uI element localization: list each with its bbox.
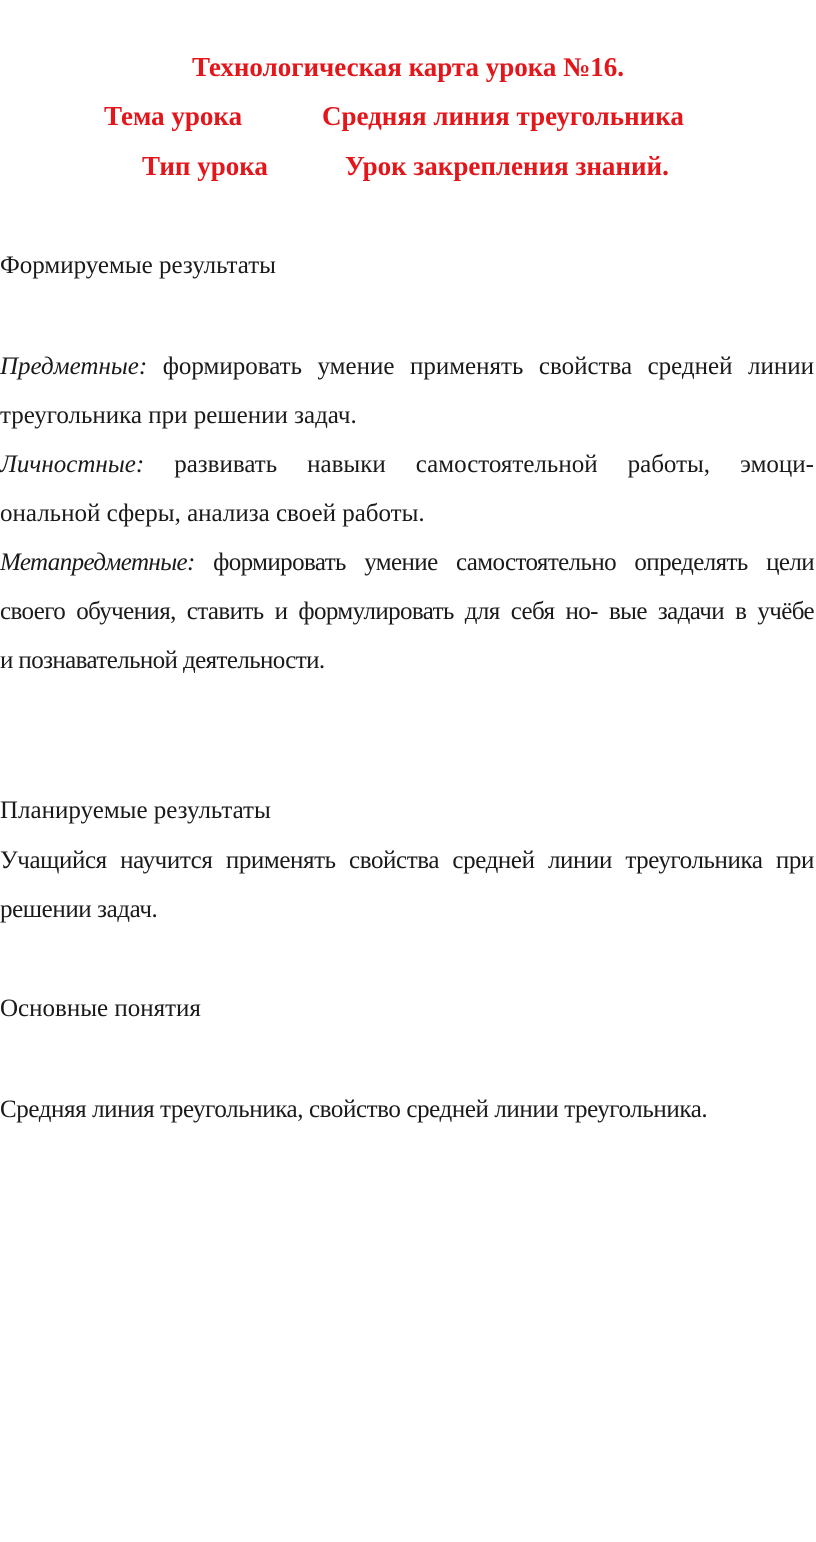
planned-results-paragraph [0, 836, 814, 934]
lesson-title: Технологическая карта урока №16. [191, 52, 625, 82]
personal-results-paragraph [0, 440, 814, 538]
key-concepts-text: Средняя линия треугольника, свойство средней линии треугольника. [0, 1096, 708, 1123]
subject-results-line1: формировать умение применять свойства средней линии [162, 353, 815, 380]
planned-results-heading: Планируемые результаты [0, 797, 271, 824]
subject-results-label: Предметные: [0, 353, 148, 380]
planned-results-line1: Учащийся научится применять свойства средней линии треугольника при [0, 847, 814, 874]
key-concepts-heading: Основные понятия [0, 995, 201, 1022]
personal-results-label: Личностные: [0, 451, 145, 478]
topic-label: Тема урока [104, 101, 243, 131]
formed-results-heading: Формируемые результаты [0, 252, 276, 279]
personal-results-line2: ональной сферы, анализа своей работы. [0, 500, 425, 527]
personal-results-line1: развивать навыки самостоятельной работы, эмоци- [174, 451, 814, 478]
topic-value: Средняя линия треугольника [322, 101, 684, 131]
lesson-type-label: Тип урока [142, 151, 268, 181]
planned-results-line2: решении задач. [0, 896, 158, 923]
meta-results-line3: и познавательной деятельности. [0, 647, 325, 674]
meta-results-line2: своего обучения, ставить и формулировать для себя но- вые задачи в учёбе [0, 598, 814, 625]
subject-results-line2: треугольника при решении задач. [0, 402, 357, 429]
meta-results-line1: формировать умение самостоятельно определять цели [213, 549, 814, 576]
meta-results-label: Метапредметные: [0, 549, 195, 576]
meta-results-paragraph [0, 538, 814, 685]
lesson-type-value: Урок закрепления знаний. [345, 151, 669, 181]
subject-results-paragraph [0, 342, 814, 440]
